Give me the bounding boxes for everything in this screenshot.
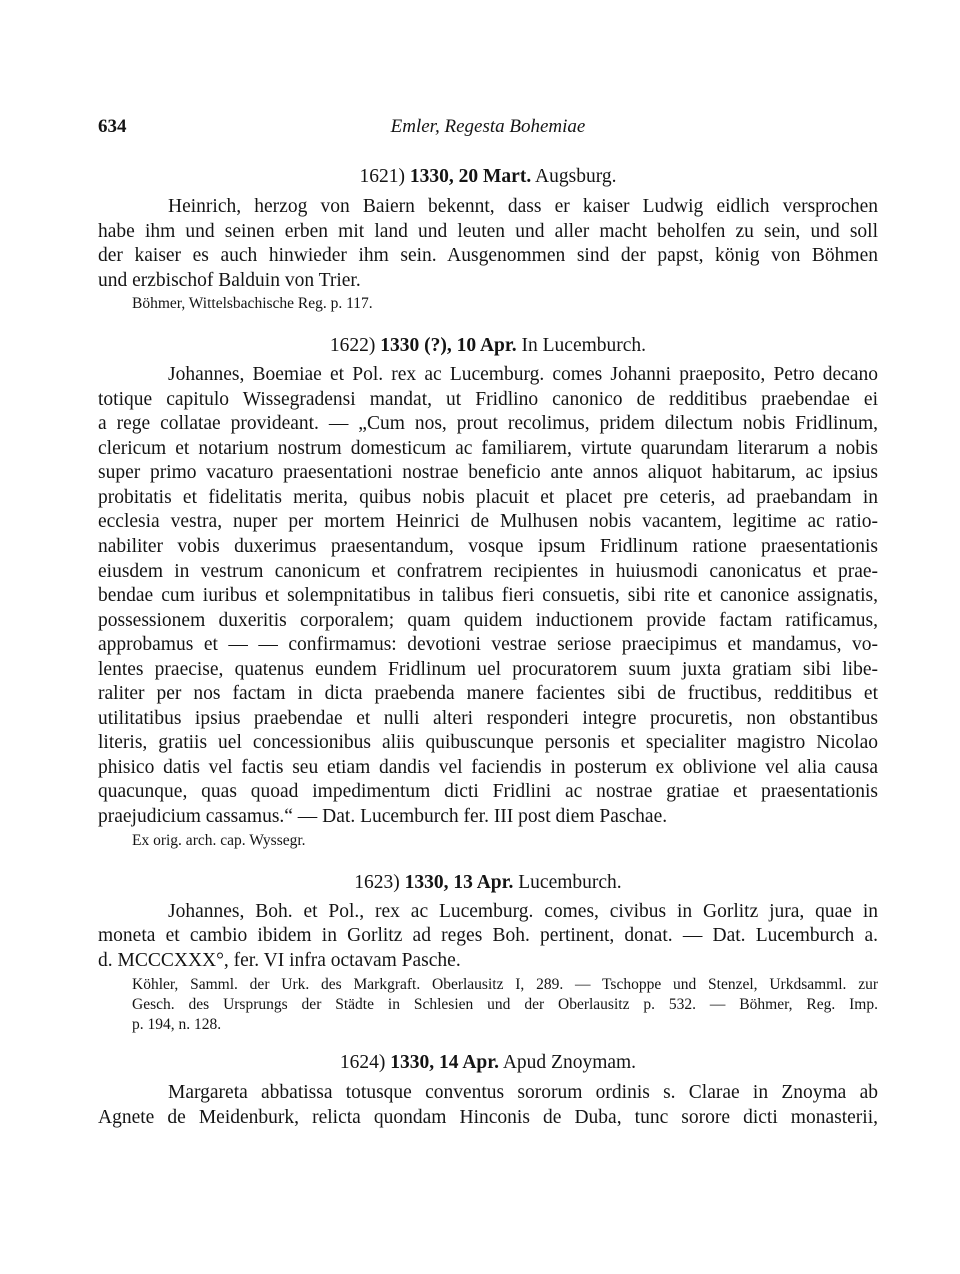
text-line: utilitatibus ipsius praebendae et nulli alteri responderi integre procuretis, non obstantibus (98, 707, 878, 729)
text-line: phisico datis vel factis seu etiam dandis vel faciendis in posterum ex oblivione vel alia causa (98, 756, 878, 778)
entry-place: Augsburg. (535, 166, 617, 187)
text-line: praejudicium cassamus.“ — Dat. Lucemburch fer. III post diem Paschae. (98, 806, 668, 828)
text-line: super primo vacaturo praesentationi nostrae beneficio ante annos aliquot habitarum, ac ipsius (98, 462, 878, 484)
source-citation (98, 831, 878, 851)
running-title: Emler, Regesta Bohemiae (390, 116, 586, 137)
entry-text (98, 1081, 878, 1130)
source-line: Böhmer, Wittelsbachische Reg. p. 117. (132, 295, 373, 313)
entry-heading (98, 871, 878, 895)
entry-place: Lucemburch. (518, 871, 622, 893)
text-line: eiusdem in vestrum canonicum et confratrem recipientes in huiusmodi canonicatus et prae- (98, 560, 878, 582)
source-line: Gesch. des Ursprungs der Städte in Schlesien und der Oberlausitz p. 532. — Böhmer, Reg. Imp. (132, 996, 878, 1014)
entry-date: 1330, 13 Apr. (404, 871, 514, 893)
entry-date: 1330, 20 Mart. (409, 166, 532, 187)
entry-number: 1623) (354, 871, 400, 893)
text-line: moneta et cambio ibidem in Gorlitz ad reges Boh. pertinent, donat. — Dat. Lucemburch a. (98, 925, 878, 947)
text-line: Margareta abbatissa totusque conventus sororum ordinis s. Clarae in Znoyma ab (168, 1082, 878, 1104)
entry-1624 (98, 1051, 878, 1130)
entry-heading (98, 334, 878, 358)
entry-number: 1622) (329, 335, 376, 357)
text-line: habe ihm und seinen erben mit land und leuten und aller macht beholfen zu sein, und soll (98, 220, 878, 242)
text-line: bendae cum iuribus et solempnitatibus in talibus fieri consuetis, sibi rite et canonice assignatis, (98, 585, 878, 607)
text-line: nabiliter vobis duxerimus praesentandum, vosque ipsum Fridlinum ratione praesentationis (98, 536, 878, 558)
entry-heading (98, 165, 878, 189)
source-line: p. 194, n. 128. (132, 1016, 222, 1034)
text-line: a rege collatae provideant. — „Cum nos, prout recolimus, pridem dilectum nobis Fridlinum, (98, 413, 878, 435)
text-line: clericum et notarium nostrum domesticum ac familiarem, virtute quarundam literarum a nobis (98, 437, 878, 459)
text-line: Heinrich, herzog von Baiern bekennt, dass er kaiser Ludwig eidlich versprochen (168, 196, 878, 217)
entry-text (98, 363, 878, 829)
text-line: Johannes, Boemiae et Pol. rex ac Lucemburg. comes Johanni praeposito, Petro decano (168, 364, 878, 386)
text-line: raliter per nos factam in dicta praebenda manere facientes sibi de fructibus, redditibus et (98, 683, 878, 705)
text-line: der kaiser es auch hinwieder ihm sein. Ausgenommen sind der papst, könig von Böhmen (98, 245, 878, 267)
text-line: probitatis et fidelitatis merita, quibus nobis placuit et placet pre ceteris, ad praebandam in (98, 486, 878, 508)
text-line: Johannes, Boh. et Pol., rex ac Lucemburg. comes, civibus in Gorlitz jura, quae in (168, 900, 878, 922)
text-line: possessionem duxeritis corporalem; quam quidem inductionem provide factam ratificamus, (98, 609, 878, 631)
source-line: Ex orig. arch. cap. Wyssegr. (132, 831, 306, 849)
text-line: literis, gratiis uel concessionibus aliis quibuscunque personis et specialiter magistro Nicolao (98, 732, 878, 754)
text-line: Agnete de Meidenburk, relicta quondam Hinconis de Duba, tunc sorore dicti monasterii, (98, 1106, 878, 1128)
entry-place: In Lucemburch. (521, 335, 647, 357)
document-page (98, 112, 878, 1130)
source-line: Köhler, Samml. der Urk. des Markgraft. Oberlausitz I, 289. — Tschoppe und Stenzel, Urkdsamml. zur (132, 976, 878, 994)
entry-1621 (98, 165, 878, 314)
entry-1623 (98, 871, 878, 1036)
text-line: lentes praecise, quatenus eundem Fridlinum uel procuratorem suum juxta gratiam sibi libe- (98, 658, 878, 680)
running-head (98, 112, 878, 142)
entry-date: 1330, 14 Apr. (390, 1052, 500, 1074)
source-citation (98, 975, 878, 1035)
page-number: 634 (98, 116, 127, 137)
text-line: d. MCCCXXX°, fer. VI infra octavam Pasche. (98, 949, 461, 971)
source-citation (98, 294, 878, 314)
text-line: ecclesia vestra, nuper per mortem Heinrici de Mulhusen nobis vacantem, legitime ac ratio- (98, 511, 878, 533)
entry-place: Apud Znoymam. (502, 1052, 637, 1074)
entry-text (98, 195, 878, 293)
text-line: quacunque, quas quoad impedimentum dicti Fridlini ac nostrae gratiae et praesentationis (98, 781, 878, 803)
text-line: approbamus et — — confirmamus: devotioni vestrae seriose praecipimus et mandamus, vo- (98, 634, 878, 656)
entry-text (98, 900, 878, 974)
text-line: totique capitulo Wissegradensi mandat, ut Fridlino canonico de redditibus praebendae ei (98, 388, 878, 410)
entry-number: 1621) (359, 166, 406, 187)
entry-date: 1330 (?), 10 Apr. (380, 335, 517, 357)
entry-1622 (98, 334, 878, 850)
entry-number: 1624) (339, 1052, 386, 1074)
text-line: und erzbischof Balduin von Trier. (98, 269, 361, 291)
entry-heading (98, 1051, 878, 1075)
